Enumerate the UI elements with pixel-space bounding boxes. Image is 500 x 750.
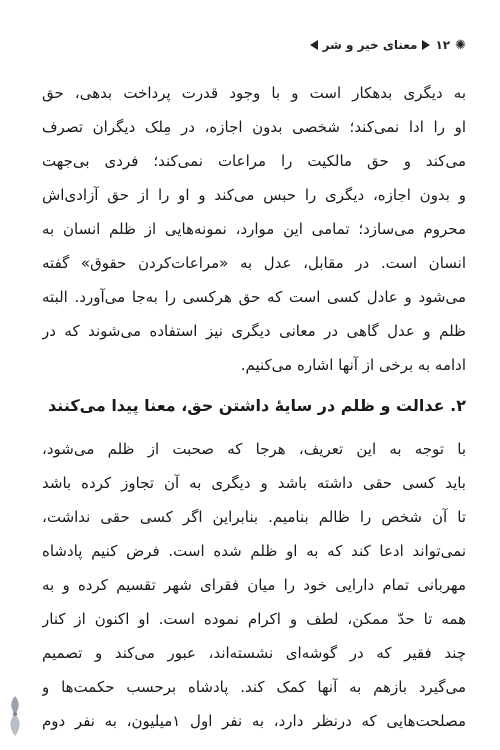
text-line: به دیگری بدهکار است و با وجود قدرت پرداخت بدهی، حق <box>42 84 466 102</box>
publisher-logo-icon <box>4 692 26 740</box>
text-line: تا آن شخص را ظالم بنامیم. بنابراین اگر کسی حقی نداشت، <box>42 508 466 526</box>
text-line: با توجه به این تعریف، هرجا که صحبت از ظلم می‌شود، <box>42 440 466 458</box>
paragraph-2 <box>42 432 466 738</box>
text-line: و بدون اجازه، دیگری را حبس می‌کند و او را از حق آزادی‌اش <box>42 186 466 204</box>
star-ornament-icon: ✺ <box>455 37 466 53</box>
triangle-right-icon <box>422 40 430 50</box>
text-line: ظلم و عدل گاهی در معانی دیگری نیز استفاده می‌شوند که در <box>42 322 466 340</box>
running-header <box>310 38 466 52</box>
text-line: می‌کند و حق مالکیت را مراعات نمی‌کند؛ فردی بی‌جهت <box>42 152 466 170</box>
page-number: ۱۲ <box>435 38 451 52</box>
text-line: نمی‌تواند ادعا کند که به او ظلم شده است. فرض کنیم پادشاه <box>42 542 466 560</box>
text-line: محروم می‌سازد؛ تمامی این موارد، نمونه‌هایی از ظلم انسان به <box>42 220 466 238</box>
text-line: باید کسی حقی داشته باشد و دیگری به آن تجاوز کرده باشد <box>42 474 466 492</box>
section-heading: ۲. عدالت و ظلم در سایهٔ داشتن حق، معنا پیدا می‌کنند <box>48 396 466 415</box>
text-line: همه تا حدّ ممکن، لطف و اکرام نموده است. او اکنون از کنار <box>42 610 466 628</box>
text-line: ادامه به برخی از آنها اشاره می‌کنیم. <box>240 356 466 374</box>
text-line: مصلحت‌هایی که درنظر دارد، به نفر اول ۱میلیون، به نفر دوم <box>42 712 466 730</box>
triangle-left-icon <box>310 40 318 50</box>
text-line: مهربانی تمام دارایی خود را میان فقرای شهر تقسیم کرده و به <box>42 576 466 594</box>
chapter-title: معنای خیر و شر <box>322 38 418 52</box>
paragraph-1 <box>42 76 466 382</box>
text-line: چند فقیر که در گوشه‌ای نشسته‌اند، عبور می‌کند و تصمیم <box>42 644 466 662</box>
text-line: می‌شود و عادل کسی است که حق هرکسی را به‌جا می‌آورد. البته <box>42 288 466 306</box>
text-line: انسان است. در مقابل، عدل به «مراعات‌کردن حقوق» گفته <box>42 254 466 272</box>
text-line: می‌گیرد بازهم به آنها کمک کند. پادشاه برحسب حکمت‌ها و <box>42 678 466 696</box>
text-line: او را ادا نمی‌کند؛ شخصی بدون اجازه، در مِلک دیگران تصرف <box>42 118 466 136</box>
